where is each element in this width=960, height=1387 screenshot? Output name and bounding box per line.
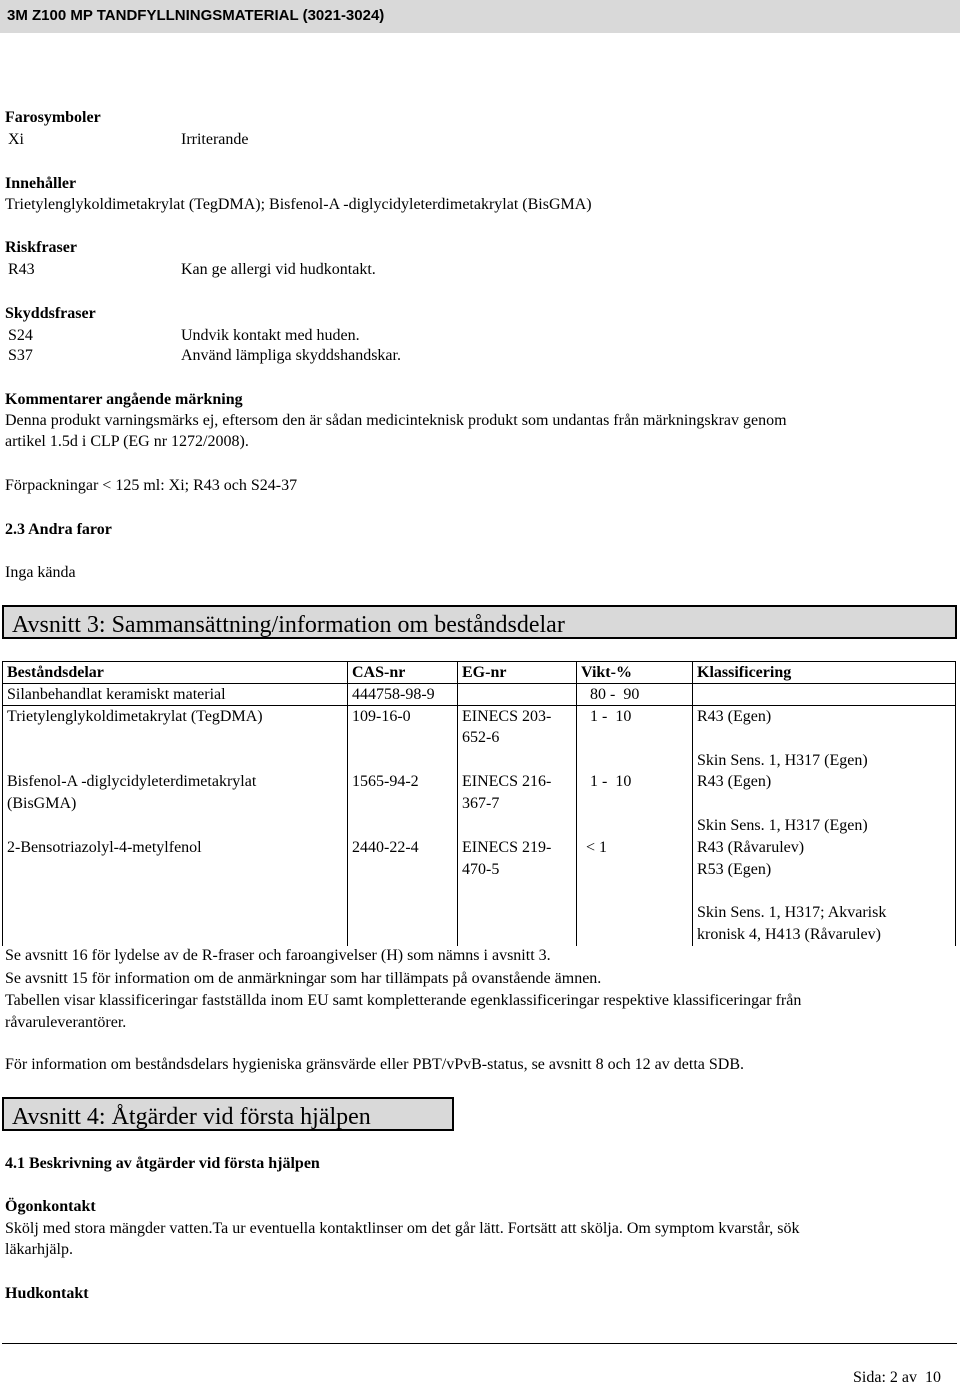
farosymboler-heading: Farosymboler (5, 109, 101, 126)
skyddsfras-code: S24 (8, 327, 33, 344)
footer-divider (2, 1343, 957, 1344)
hudkontakt-heading: Hudkontakt (5, 1285, 89, 1302)
farosymbol-text: Irriterande (181, 131, 249, 148)
table-cell: Silanbehandlat keramiskt material (7, 686, 226, 703)
skyddsfras-text: Använd lämpliga skyddshandskar. (181, 347, 401, 364)
skyddsfras-code: S37 (8, 347, 33, 364)
table-cell: 444758-98-9 (352, 686, 435, 703)
table-cell: 470-5 (462, 861, 500, 878)
kommentarer-line: artikel 1.5d i CLP (EG nr 1272/2008). (5, 433, 249, 450)
table-cell: 80 - 90 (590, 686, 640, 703)
section4-title: Avsnitt 4: Åtgärder vid första hjälpen (12, 1104, 371, 1130)
section3-note: För information om beståndsdelars hygieniska gränsvärde eller PBT/vPvB-status, se avsnitt 8 och 12 av detta SDB. (5, 1056, 744, 1073)
table-cell: Skin Sens. 1, H317 (Egen) (697, 752, 868, 769)
table-cell: Trietylenglykoldimetakrylat (TegDMA) (7, 708, 263, 725)
table-header-cell: EG-nr (462, 664, 507, 681)
table-cell: EINECS 219- (462, 839, 552, 856)
table-header-cell: Klassificering (697, 664, 792, 681)
ogonkontakt-heading: Ögonkontakt (5, 1198, 96, 1215)
table-cell: 2440-22-4 (352, 839, 419, 856)
section4-title-box (2, 1097, 454, 1131)
table-cell: 652-6 (462, 729, 500, 746)
document-header (0, 0, 960, 33)
table-cell: R43 (Egen) (697, 708, 772, 725)
innehaller-text: Trietylenglykoldimetakrylat (TegDMA); Bisfenol-A -diglycidyleterdimetakrylat (BisGMA) (5, 196, 592, 213)
andra-faror-heading: 2.3 Andra faror (5, 521, 112, 538)
riskfras-text: Kan ge allergi vid hudkontakt. (181, 261, 376, 278)
section3-note: Se avsnitt 16 för lydelse av de R-fraser och faroangivelser (H) som nämns i avsnitt 3. (5, 947, 551, 964)
forpackningar-text: Förpackningar < 125 ml: Xi; R43 och S24-37 (5, 477, 298, 494)
table-cell: Bisfenol-A -diglycidyleterdimetakrylat (7, 773, 257, 790)
andra-faror-text: Inga kända (5, 564, 76, 581)
kommentarer-line: Denna produkt varningsmärks ej, eftersom den är sådan medicinteknisk produkt som undantas från märkningskrav genom (5, 412, 787, 429)
ogonkontakt-text: läkarhjälp. (5, 1241, 73, 1258)
table-divider (347, 661, 348, 946)
riskfras-code: R43 (8, 261, 35, 278)
table-cell: (BisGMA) (7, 795, 77, 812)
page-number: Sida: 2 av 10 (853, 1369, 941, 1386)
table-cell: R53 (Egen) (697, 861, 772, 878)
section4-subheading: 4.1 Beskrivning av åtgärder vid första hjälpen (5, 1155, 320, 1172)
table-divider (955, 661, 956, 946)
table-divider (2, 705, 956, 706)
table-header-cell: Beståndsdelar (7, 664, 104, 681)
table-cell: 367-7 (462, 795, 500, 812)
table-cell: < 1 (586, 839, 608, 856)
section3-note: Se avsnitt 15 för information om de anmärkningar som har tillämpats på ovanstående ämnen. (5, 970, 602, 987)
riskfraser-heading: Riskfraser (5, 239, 77, 256)
table-cell: kronisk 4, H413 (Råvarulev) (697, 926, 881, 943)
section3-note: råvaruleverantörer. (5, 1014, 127, 1031)
table-cell: 1 - 10 (590, 708, 632, 725)
ogonkontakt-text: Skölj med stora mängder vatten.Ta ur eventuella kontaktlinser om det går lätt. Fortsätt att skölja. Om symptom kvarstår, sök (5, 1220, 800, 1237)
section3-note: Tabellen visar klassificeringar fastställda inom EU samt kompletterande egenklassificeringar respektive klassificeringar från (5, 992, 802, 1009)
table-divider (2, 683, 956, 684)
table-header-cell: CAS-nr (352, 664, 406, 681)
table-cell: 109-16-0 (352, 708, 411, 725)
farosymbol-code: Xi (8, 131, 24, 148)
table-divider (457, 661, 458, 946)
table-divider (576, 661, 577, 946)
table-divider (692, 661, 693, 946)
table-cell: Skin Sens. 1, H317 (Egen) (697, 817, 868, 834)
section3-title: Avsnitt 3: Sammansättning/information om beståndsdelar (12, 612, 565, 638)
table-cell: EINECS 203- (462, 708, 552, 725)
table-cell: Skin Sens. 1, H317; Akvarisk (697, 904, 887, 921)
table-cell: 2-Bensotriazolyl-4-metylfenol (7, 839, 202, 856)
table-cell: 1565-94-2 (352, 773, 419, 790)
skyddsfraser-heading: Skyddsfraser (5, 305, 96, 322)
section3-title-box (2, 605, 957, 639)
table-cell: R43 (Råvarulev) (697, 839, 805, 856)
skyddsfras-text: Undvik kontakt med huden. (181, 327, 360, 344)
kommentarer-heading: Kommentarer angående märkning (5, 391, 243, 408)
table-cell: EINECS 216- (462, 773, 552, 790)
table-cell: R43 (Egen) (697, 773, 772, 790)
innehaller-heading: Innehåller (5, 175, 77, 192)
table-header-cell: Vikt-% (581, 664, 632, 681)
table-cell: 1 - 10 (590, 773, 632, 790)
document-title: 3M Z100 MP TANDFYLLNINGSMATERIAL (3021-3024) (7, 7, 385, 24)
